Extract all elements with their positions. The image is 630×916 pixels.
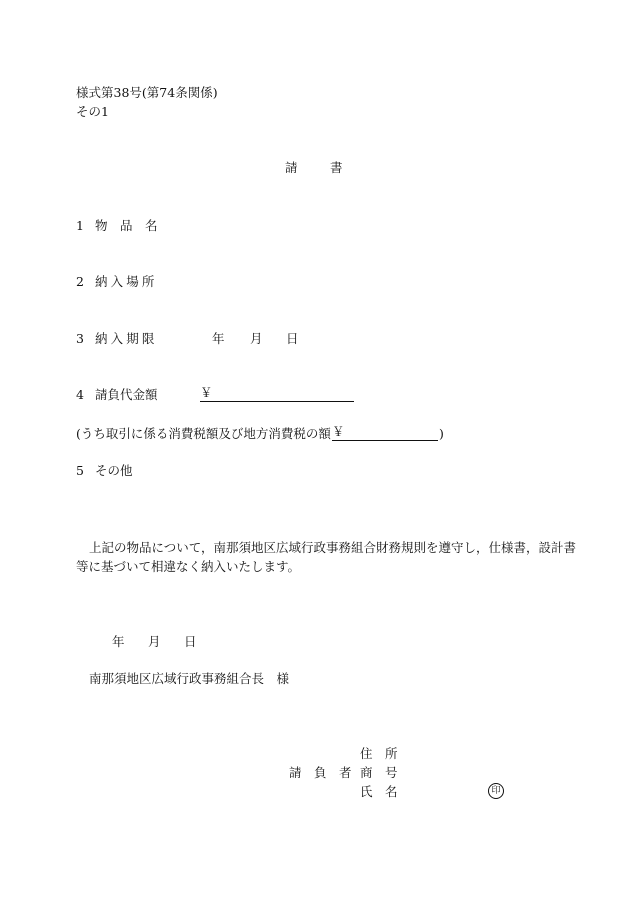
item-2-label: 納入場所 [95, 274, 158, 289]
trade-name-label: 商 号 [360, 765, 398, 780]
name-label: 氏 名 [360, 784, 398, 799]
date-month: 月 [148, 634, 161, 649]
form-sub: その1 [76, 104, 109, 119]
title-left: 請 [285, 160, 298, 175]
contractor-role: 請 負 者 [289, 765, 352, 780]
item-1-label: 物 品 名 [95, 218, 158, 233]
date-day: 日 [184, 634, 197, 649]
item-2-number: 2 [76, 274, 84, 289]
address-label: 住 所 [360, 746, 398, 761]
tax-open: (うち取引に係る消費税額及び地方消費税の額 [76, 426, 331, 441]
item-1-number: 1 [76, 218, 84, 233]
amount-underline [200, 385, 354, 402]
deadline-month: 月 [250, 331, 263, 346]
seal-mark: 印 [488, 783, 504, 799]
tax-yen: ￥ [332, 424, 345, 439]
item-4-label: 請負代金額 [95, 387, 158, 402]
tax-close: ) [439, 426, 444, 441]
body-line-2: 等に基づいて相違なく納入いたします。 [76, 559, 301, 574]
item-5-number: 5 [76, 463, 84, 478]
tax-underline [332, 424, 438, 441]
deadline-year: 年 [212, 331, 225, 346]
item-3-number: 3 [76, 331, 84, 346]
amount-yen: ￥ [200, 385, 213, 400]
item-3-label: 納入期限 [95, 331, 158, 346]
item-5-label: その他 [95, 463, 133, 478]
item-4-number: 4 [76, 387, 84, 402]
date-year: 年 [112, 634, 125, 649]
title-right: 書 [330, 160, 343, 175]
deadline-day: 日 [286, 331, 299, 346]
addressee: 南那須地区広域行政事務組合長 様 [89, 671, 290, 686]
body-line-1: 上記の物品について，南那須地区広域行政事務組合財務規則を遵守し，仕様書，設計書 [89, 540, 577, 555]
amount-field[interactable] [200, 385, 354, 402]
tax-field[interactable] [332, 424, 438, 441]
form-number: 様式第38号(第74条関係) [76, 85, 218, 100]
